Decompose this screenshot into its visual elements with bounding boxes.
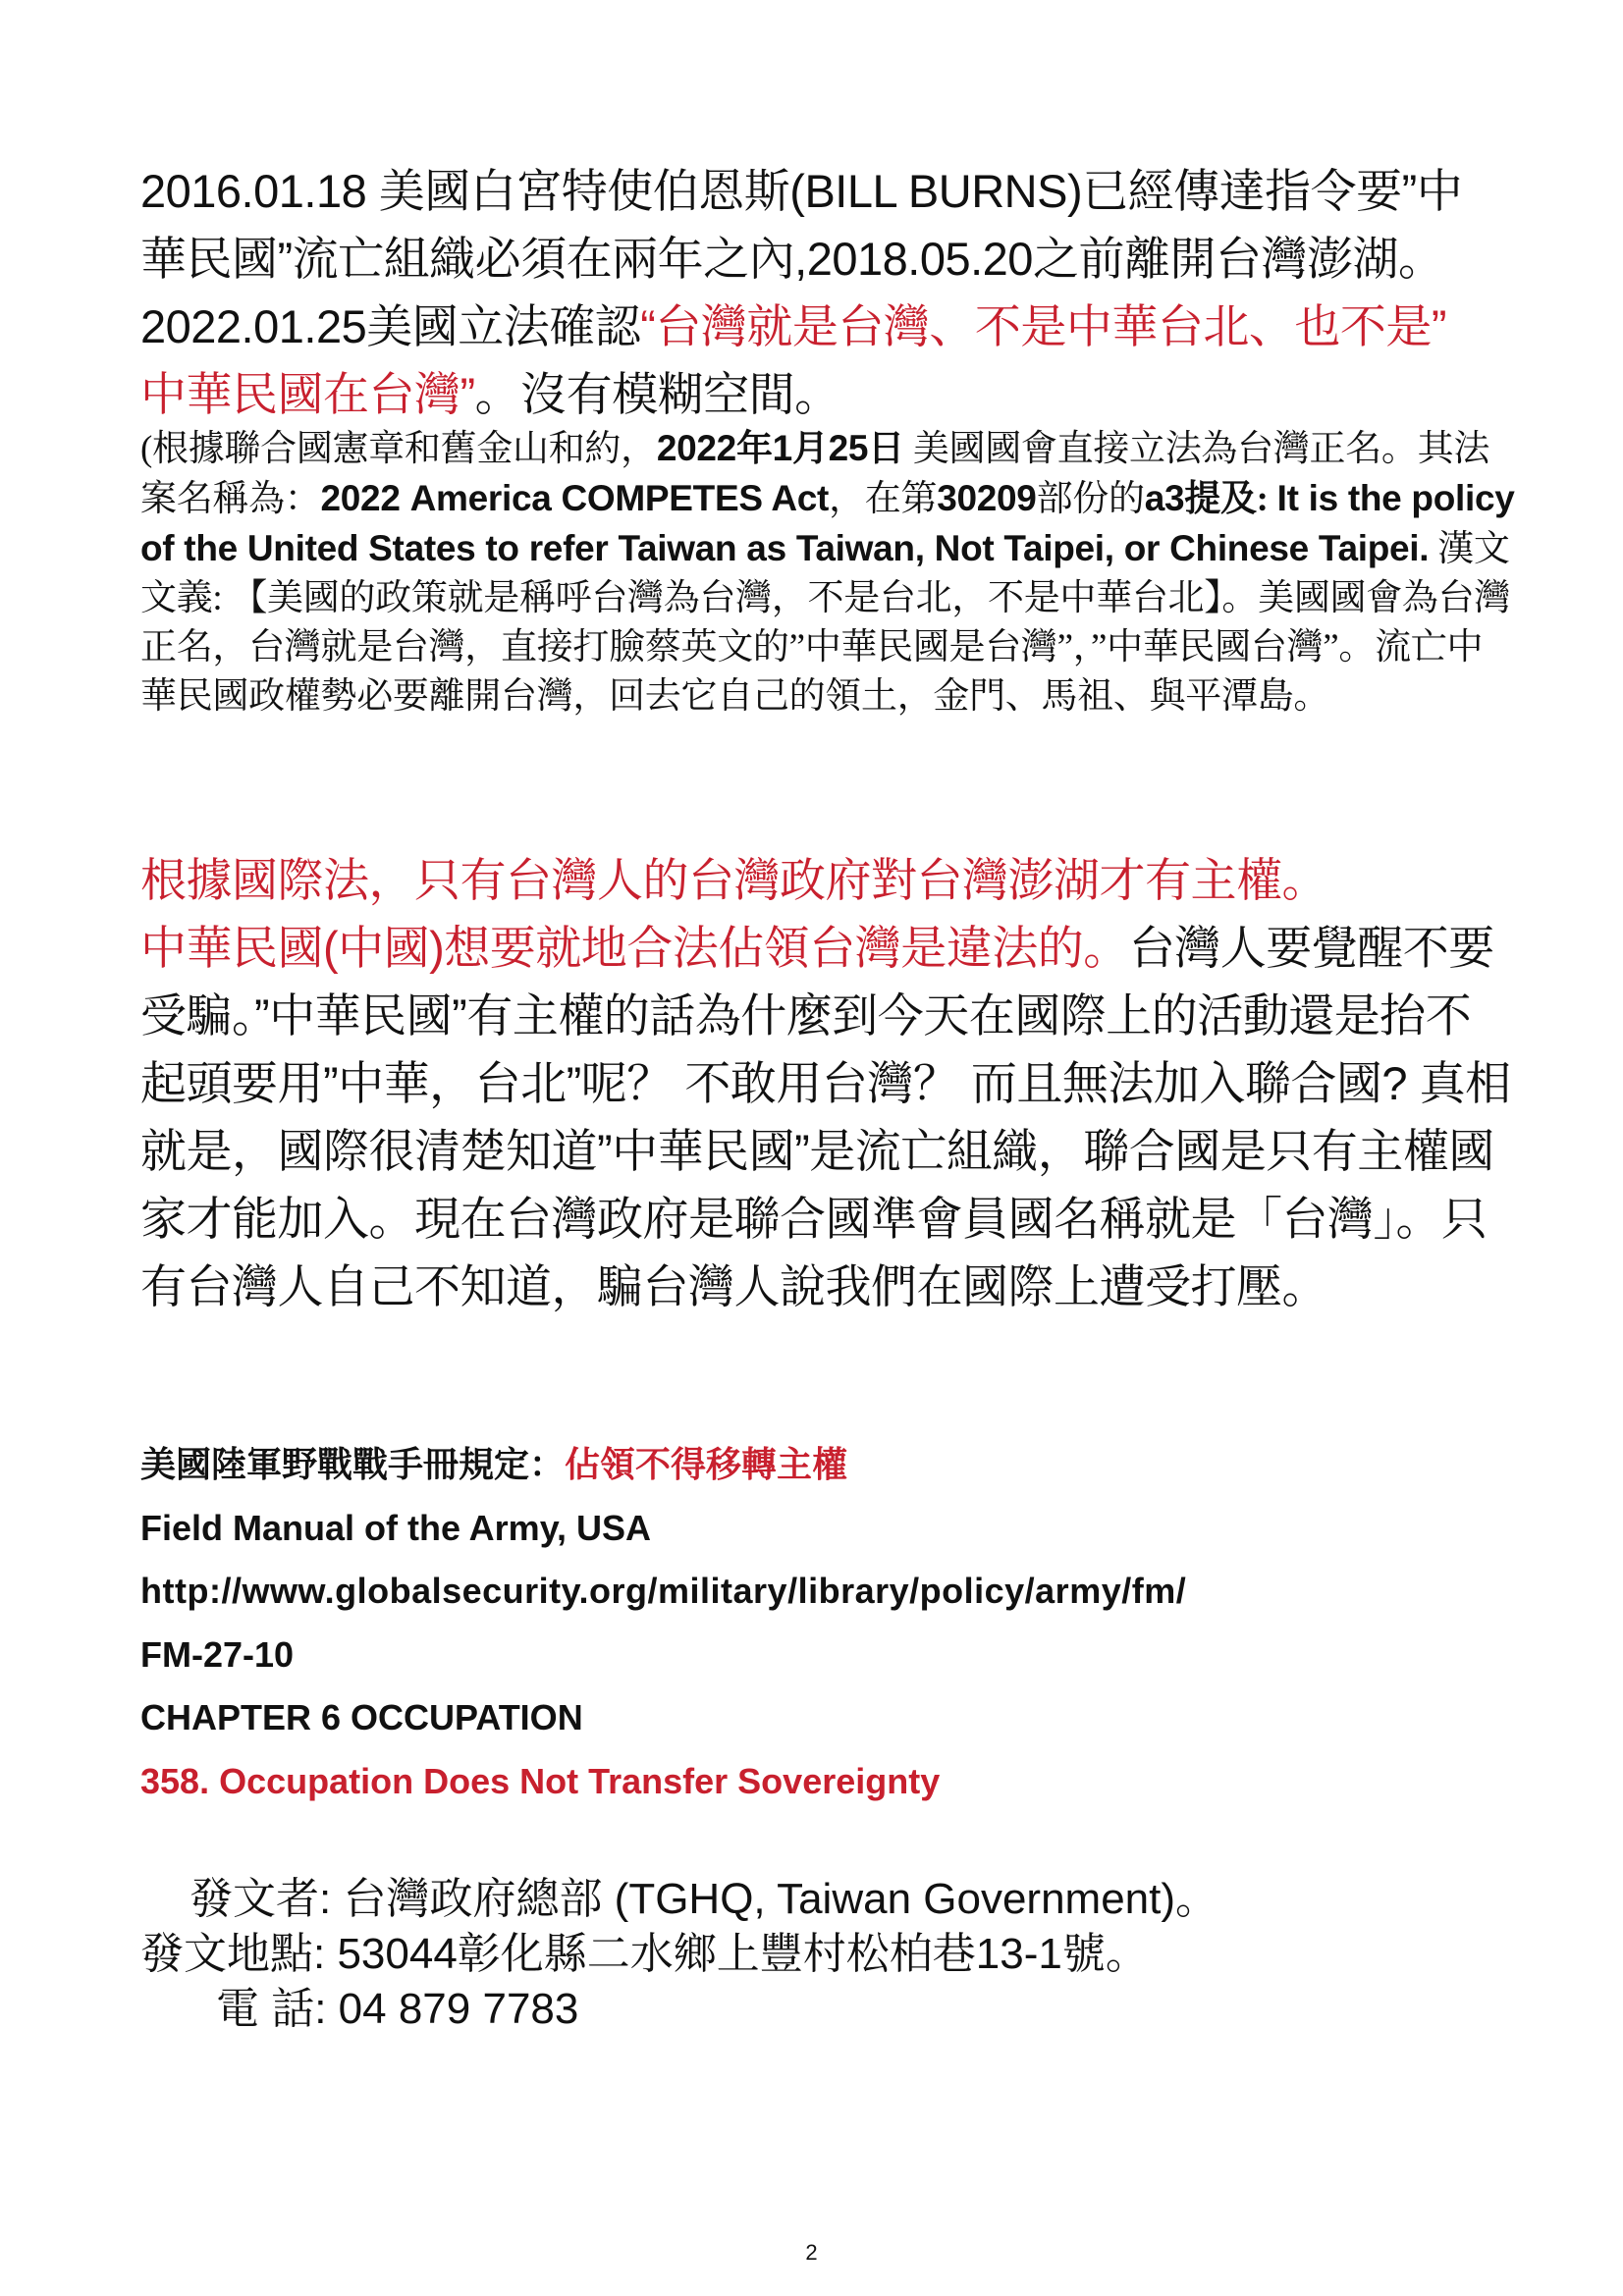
highlight-text: 中華民國(中國)想要就地合法佔領台灣是違法的。 xyxy=(140,922,1129,974)
heading-separator: ： xyxy=(529,1444,566,1484)
heading-highlight: 佔領不得移轉主權 xyxy=(565,1444,848,1484)
phone-line: 電 話: 04 879 7783 xyxy=(216,1985,579,2033)
section-title: 358. Occupation Does Not Transfer Sovereignty xyxy=(140,1760,941,1801)
policy-quote: It is the policy of the United States to refer Taiwan as Taiwan, Not Taipei, or Chinese Taipei. xyxy=(140,478,1515,568)
text-segment: 漢文文義: 【美國的政策就是稱呼台灣為台灣，不是台北，不是中華台北】。美國國會為台灣正名，台灣就是台灣，直接打臉蔡英文的”中華民國是台灣”，”中華民國台灣”。流亡中華民國政權勢必要離開台灣，回去它自己的領土，金門、馬祖、與平潭島。 xyxy=(140,529,1511,717)
sender-info xyxy=(140,1872,1515,2037)
date-text: 2022年1月25日 xyxy=(656,428,904,468)
clause-id: a3 xyxy=(1144,478,1185,518)
heading-text: 美國陸軍野戰戰手冊規定 xyxy=(140,1444,530,1484)
text-segment: 部份的 xyxy=(1036,479,1145,519)
reference-heading xyxy=(140,1433,1515,1497)
field-manual-reference xyxy=(140,1433,1515,1813)
highlight-text: 根據國際法，只有台灣人的台灣政府對台灣澎湖才有主權。 xyxy=(140,854,1327,906)
chapter-title: CHAPTER 6 OCCUPATION xyxy=(140,1697,583,1737)
text-segment: (根據聯合國憲章和舊金山和約， xyxy=(140,429,657,469)
location-line: 發文地點: 53044彰化縣二水鄉上豐村松柏巷13-1號。 xyxy=(140,1930,1149,1978)
text-line: 。沒有模糊空間。 xyxy=(474,368,840,420)
act-name: 2022 America COMPETES Act xyxy=(320,478,830,518)
paragraph-competes-act xyxy=(140,424,1515,721)
text-line: 華民國”流亡組織必須在兩年之內,2018.05.20之前離開台灣澎湖。 xyxy=(140,233,1444,285)
reference-url[interactable]: http://www.globalsecurity.org/military/library/policy/army/fm/ xyxy=(140,1571,1187,1611)
page-number: 2 xyxy=(805,2240,818,2265)
text-segment: 美國國會直接立法為台灣正名。其法案名稱為： xyxy=(140,429,1490,519)
text-line: 2022.01.25美國立法確認 xyxy=(140,300,641,352)
manual-id: FM-27-10 xyxy=(140,1633,295,1675)
text-line: 2016.01.18 美國白宮特使伯恩斯(BILL BURNS)已經傳達指令要”中 xyxy=(140,165,1463,217)
sender-line: 發文者: 台灣政府總部 (TGHQ, Taiwan Government)。 xyxy=(189,1875,1219,1923)
paragraph-international-law xyxy=(140,846,1515,1320)
manual-title: Field Manual of the Army, USA xyxy=(140,1507,652,1548)
highlight-text: 中華民國在台灣” xyxy=(140,368,475,420)
highlight-text: “台灣就是台灣、不是中華台北、也不是” xyxy=(640,300,1447,352)
text-segment: ，在第 xyxy=(829,479,938,519)
paragraph-burns-directive xyxy=(140,157,1515,428)
section-number: 30209 xyxy=(937,478,1037,518)
text-segment: 台灣人要覺醒不要受騙。”中華民國”有主權的話為什麼到今天在國際上的活動還是抬不起頭要用”中華，台北”呢？ 不敢用台灣？ 而且無法加入聯合國? 真相就是，國際很清楚知道”中華民國”是流亡組織，聯合國是只有主權國家才能加入。現在台灣政府是聯合國準會員國名稱就是「台灣」。只有台灣人自己不知道，騙台灣人說我們在國際上遭受打壓。 xyxy=(140,922,1511,1312)
text-segment: 提及: xyxy=(1184,479,1277,519)
